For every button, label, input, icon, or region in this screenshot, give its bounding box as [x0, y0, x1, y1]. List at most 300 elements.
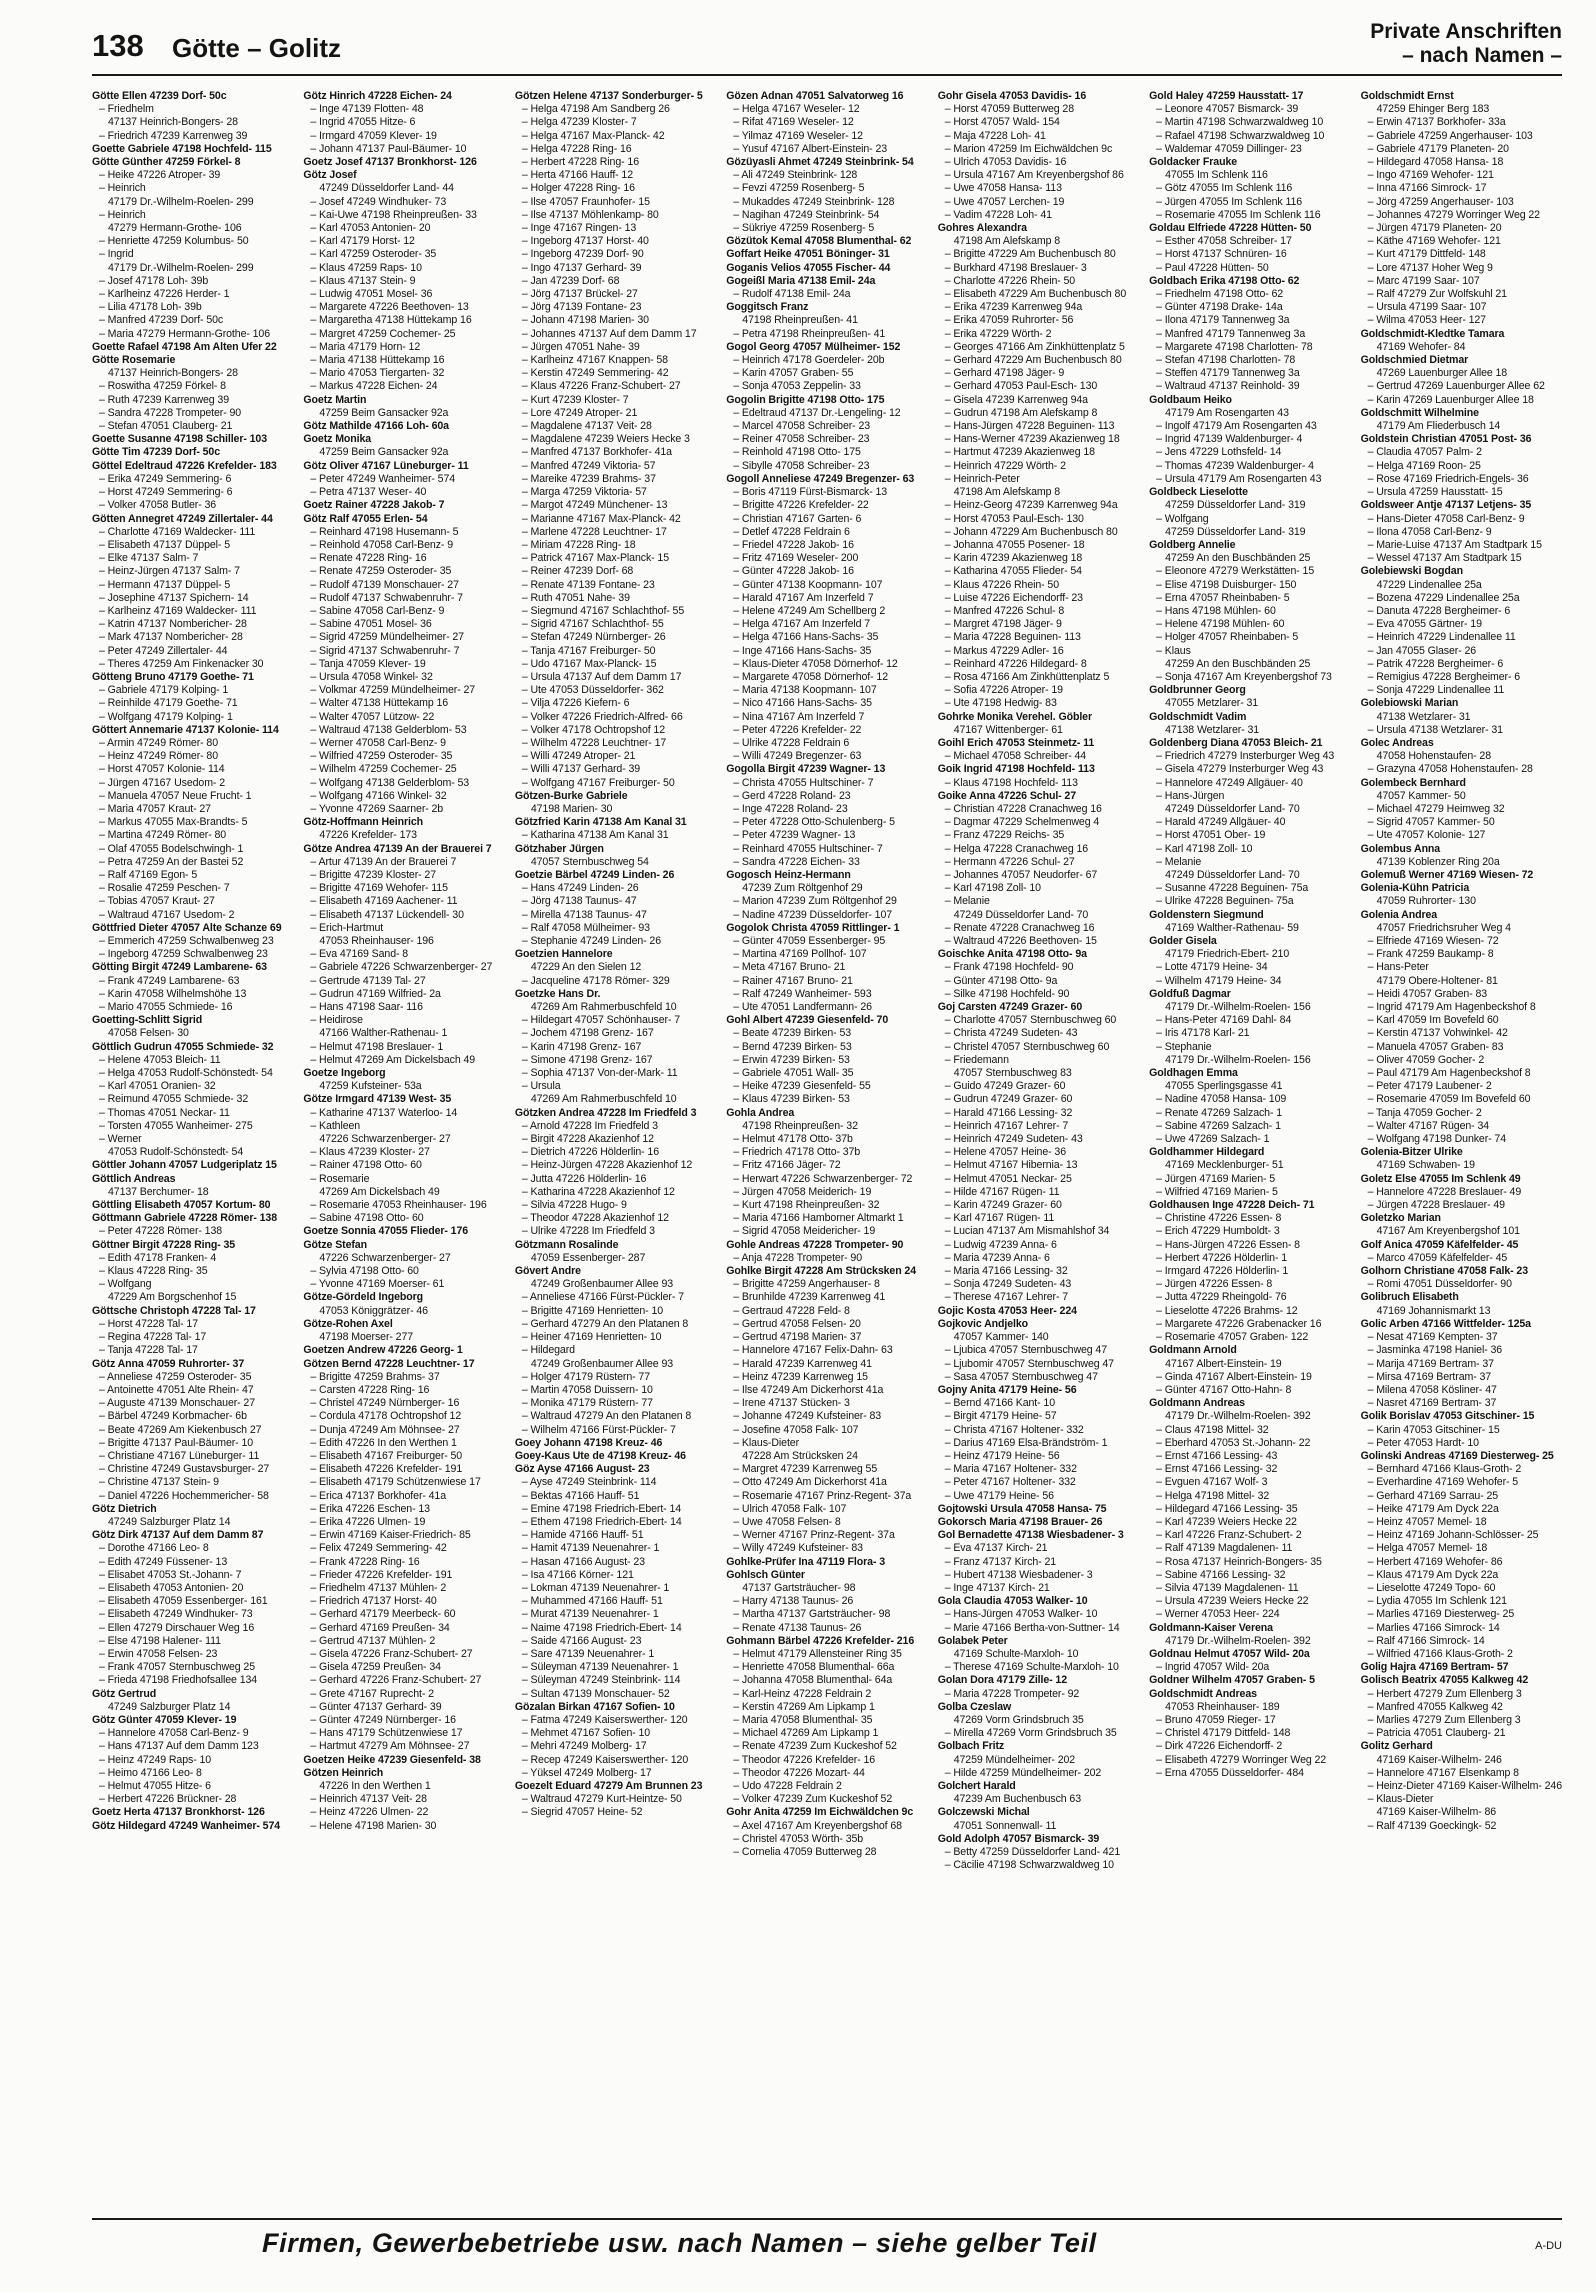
footer-note: Firmen, Gewerbebetriebe usw. nach Namen – siehe gelber Teil	[262, 2228, 1097, 2258]
directory-entry: – Rudolf 47139 Monschauer- 27	[310, 578, 459, 591]
directory-entry: – Friedrich 47239 Karrenweg 39	[99, 129, 248, 142]
directory-entry: – Jürgen 47226 Essen- 8	[1156, 1278, 1273, 1291]
directory-entry: Götzhaber Jürgen	[514, 842, 604, 855]
directory-entry: – Therese 47167 Lehrer- 7	[944, 1291, 1069, 1304]
directory-entry: – Margret 47239 Karrenweg 55	[733, 1463, 878, 1476]
directory-entry: – Mehri 47249 Molberg- 17	[521, 1740, 647, 1753]
directory-entry: – Yvonne 47169 Moerser- 61	[310, 1278, 445, 1291]
directory-entry: – Frank 47057 Sternbuschweg 25	[99, 1661, 256, 1674]
directory-entry: – Peter 47226 Krefelder- 22	[733, 723, 862, 736]
directory-entry: – Christa 47167 Holtener- 332	[944, 1423, 1084, 1436]
directory-entry: – Jörg 47138 Taunus- 47	[521, 895, 637, 908]
directory-entry: – Peter 47228 Otto-Schulenberg- 5	[733, 816, 895, 829]
directory-entry: 47226 Schwarzenberger- 27	[319, 1133, 451, 1146]
directory-entry: – Beate 47239 Birken- 53	[733, 1027, 852, 1040]
directory-entry: – Karin 47058 Wilhelmshöhe 13	[99, 987, 247, 1000]
directory-entry: 47239 Am Buchenbusch 63	[953, 1793, 1081, 1806]
directory-entry: – Harald 47166 Lessing- 32	[944, 1106, 1073, 1119]
directory-entry: – Armin 47249 Römer- 80	[99, 736, 219, 749]
directory-entry: – Helga 47053 Rudolf-Schönstedt- 54	[99, 1067, 273, 1080]
directory-entry: – Gertrud 47058 Felsen- 20	[733, 1317, 861, 1330]
directory-entry: – Martha 47137 Gartsträucher- 98	[733, 1608, 891, 1621]
directory-entry: – Stephanie	[1156, 1040, 1212, 1053]
directory-entry: Goldsweer Antje 47137 Letjens- 35	[1360, 499, 1532, 512]
directory-entry: – Karlheinz 47167 Knappen- 58	[521, 354, 668, 367]
directory-entry: – Silke 47198 Hochfeld- 90	[944, 987, 1070, 1000]
directory-entry: – Erna 47055 Düsseldorfer- 484	[1156, 1766, 1304, 1779]
directory-entry: – Karl 47167 Rügen- 11	[944, 1212, 1055, 1225]
directory-entry: 47259 Düsseldorfer Land- 319	[1165, 499, 1306, 512]
directory-entry: 47169 Mecklenburger- 51	[1165, 1159, 1284, 1172]
directory-entry: – Christine 47226 Essen- 8	[1156, 1212, 1282, 1225]
directory-entry: – Wolfgang	[1156, 512, 1209, 525]
directory-entry: – Maria 47239 Anna- 6	[944, 1251, 1050, 1264]
directory-entry: – Jens 47229 Lothsfeld- 14	[1156, 446, 1282, 459]
directory-entry: – Renate 47228 Ring- 16	[310, 552, 427, 565]
directory-entry: – Renate 47139 Fontane- 23	[521, 578, 655, 591]
directory-entry: – Gerhard 47198 Jäger- 9	[944, 367, 1065, 380]
directory-entry: – Marlies 47279 Zum Ellenberg 3	[1367, 1713, 1521, 1726]
directory-entry: – Ludwig 47239 Anna- 6	[944, 1238, 1057, 1251]
directory-entry: – Hans 47137 Auf dem Damm 123	[99, 1740, 259, 1753]
directory-entry: – Josefine 47058 Falk- 107	[733, 1423, 859, 1436]
directory-entry: – Helene 47053 Bleich- 11	[99, 1053, 221, 1066]
directory-entry: – Hildegard 47058 Hansa- 18	[1367, 156, 1504, 169]
directory-entry: Götz Hinrich 47228 Eichen- 24	[303, 90, 452, 102]
directory-entry: – Ilse 47137 Möhlenkamp- 80	[521, 208, 659, 221]
directory-entry: – Heinz 47249 Raps- 10	[99, 1753, 212, 1766]
directory-entry: – Helga 47228 Ring- 16	[521, 142, 632, 155]
directory-entry: Golisch Beatrix 47055 Kalkweg 42	[1360, 1674, 1529, 1687]
directory-entry: 47179 Obere-Holtener- 81	[1376, 974, 1498, 987]
directory-entry: Golebiowski Marian	[1360, 697, 1459, 710]
directory-entry: – Manfred 47239 Dorf- 50c	[99, 314, 224, 327]
directory-entry: – Klaus-Dieter	[733, 1436, 800, 1449]
directory-entry: – Hannelore 47249 Allgäuer- 40	[1156, 776, 1303, 789]
directory-entry: – Kathleen	[310, 1119, 361, 1132]
directory-entry: – Charlotte 47226 Rhein- 50	[944, 274, 1076, 287]
directory-entry: – Manfred 47179 Tannenweg 3a	[1156, 327, 1306, 340]
directory-entry: – Katharina 47138 Am Kanal 31	[521, 829, 669, 842]
directory-entry: – Herbert 47226 Brückner- 28	[99, 1793, 237, 1806]
directory-entry: – Johanne 47249 Kufsteiner- 83	[733, 1410, 882, 1423]
directory-entry: 47137 Heinrich-Bongers- 28	[108, 367, 238, 380]
directory-entry: – Heinrich 47229 Lindenallee 11	[1367, 631, 1516, 644]
directory-entry: – Ursula 47138 Wetzlarer- 31	[1367, 723, 1503, 736]
directory-entry: Golibruch Elisabeth	[1360, 1291, 1459, 1304]
directory-entry: 47057 Friedrichsruher Weg 4	[1376, 921, 1511, 934]
directory-entry: – Friedrich 47178 Otto- 37b	[733, 1146, 861, 1159]
directory-entry: Götte Ellen 47239 Dorf- 50c	[92, 90, 227, 102]
directory-entry: – Naime 47198 Friedrich-Ebert- 14	[521, 1621, 682, 1634]
directory-entry: 47138 Wetzlarer- 31	[1165, 723, 1260, 736]
directory-entry: – Ralf 47058 Mülheimer- 93	[521, 921, 650, 934]
directory-entry: – Magdalene 47239 Weiers Hecke 3	[521, 433, 690, 446]
directory-entry: – Patrick 47167 Max-Planck- 15	[521, 552, 669, 565]
directory-entry: – Mukaddes 47249 Steinbrink- 128	[733, 195, 895, 208]
directory-entry: – Ralf 47249 Wanheimer- 593	[733, 987, 872, 1000]
directory-entry: – Claudia 47057 Palm- 2	[1367, 446, 1482, 459]
directory-entry: – Manfred 47055 Kalkweg 42	[1367, 1700, 1503, 1713]
directory-entry: – Rafael 47198 Schwarzwaldweg 10	[1156, 129, 1325, 142]
directory-entry: – Reinhard 47226 Hildegard- 8	[944, 657, 1087, 670]
directory-entry: Göttner Birgit 47228 Ring- 35	[92, 1238, 236, 1251]
directory-entry: – Burkhard 47198 Breslauer- 3	[944, 261, 1087, 274]
directory-entry: Golder Gisela	[1149, 935, 1217, 947]
directory-entry: – Henriette 47058 Blumenthal- 66a	[733, 1661, 895, 1674]
directory-entry: – Christa 47055 Hultschiner- 7	[733, 776, 874, 789]
directory-entry: 47269 Vorm Grindsbruch 35	[953, 1713, 1084, 1726]
directory-entry: – Bozena 47229 Lindenallee 25a	[1367, 591, 1520, 604]
directory-entry: – Sultan 47139 Monschauer- 52	[521, 1687, 670, 1700]
directory-entry: 47137 Heinrich-Bongers- 28	[108, 116, 238, 129]
directory-entry: – Mark 47137 Nombericher- 28	[99, 631, 243, 644]
directory-entry: Götz Josef	[303, 169, 357, 182]
directory-entry: – Stephanie 47249 Linden- 26	[521, 935, 662, 947]
directory-entry: – Elisabeth 47053 Antonien- 20	[99, 1581, 244, 1594]
directory-entry: – Karin 47057 Graben- 55	[733, 367, 854, 380]
directory-entry: – Mirella 47269 Vorm Grindsbruch 35	[944, 1727, 1117, 1740]
directory-entry: – Reinhard 47055 Hultschiner- 7	[733, 842, 883, 855]
directory-entry: – Gisela 47259 Preußen- 34	[310, 1661, 441, 1674]
directory-entry: Goldhammer Hildegard	[1149, 1146, 1265, 1159]
directory-entry: Gohmann Bärbel 47226 Krefelder- 216	[726, 1634, 915, 1647]
directory-entry: – Wolfgang 47179 Kolping- 1	[99, 710, 233, 723]
directory-entry: – Gertrud 47137 Mühlen- 2	[310, 1634, 436, 1647]
directory-entry: Goldschmidt Ernst	[1360, 90, 1454, 102]
directory-entry: – Maria 47179 Horn- 12	[310, 340, 421, 353]
directory-entry: – Ulrich 47053 Davidis- 16	[944, 156, 1067, 169]
directory-entry: – Katrin 47137 Nombericher- 28	[99, 618, 247, 631]
directory-entry: Gohres Alexandra	[937, 222, 1027, 235]
directory-entry: Goetzien Hannelore	[514, 948, 613, 961]
directory-entry: – Heinrich 47167 Lehrer- 7	[944, 1119, 1069, 1132]
directory-entry: – Sasa 47057 Sternbuschweg 47	[944, 1370, 1098, 1383]
directory-entry: – Rose 47169 Friedrich-Engels- 36	[1367, 472, 1529, 485]
directory-entry: – Frieda 47198 Friedhofsallee 134	[99, 1674, 258, 1687]
directory-entry: – Frieder 47226 Krefelder- 191	[310, 1568, 453, 1581]
directory-entry: – Paul 47228 Hütten- 50	[1156, 261, 1269, 274]
directory-entry: – Nagihan 47249 Steinbrink- 54	[733, 208, 880, 221]
directory-entry: – Hildegard	[521, 1344, 575, 1357]
directory-entry: – Rudolf 47138 Emil- 24a	[733, 288, 851, 301]
directory-entry: – Gisela 47279 Insterburger Weg 43	[1156, 763, 1324, 776]
directory-entry: Goldbach Erika 47198 Otto- 62	[1149, 274, 1300, 287]
directory-entry: – Christian 47167 Garten- 6	[733, 512, 862, 525]
directory-entry: – Peter 47179 Laubener- 2	[1367, 1080, 1492, 1093]
directory-entry: 47179 Friedrich-Ebert- 210	[1165, 948, 1290, 961]
directory-entry: Goetzen Andrew 47226 Georg- 1	[303, 1344, 463, 1357]
directory-entry: Gogosch Heinz-Hermann	[726, 868, 851, 881]
directory-entry: – Götz 47055 Im Schlenk 116	[1156, 182, 1293, 195]
directory-entry: – Werner 47167 Prinz-Regent- 37a	[733, 1529, 895, 1542]
directory-entry: – Erwin 47137 Borkhofer- 33a	[1367, 116, 1506, 129]
directory-entry: – Lydia 47055 Im Schlenk 121	[1367, 1595, 1507, 1608]
directory-entry: – Lore 47137 Hoher Weg 9	[1367, 261, 1493, 274]
directory-entry: – Marianne 47167 Max-Planck- 42	[521, 512, 681, 525]
directory-entry: – Michael 47058 Schreiber- 44	[944, 750, 1087, 763]
directory-entry: – Markus 47055 Max-Brandts- 5	[99, 816, 248, 829]
directory-entry: – Stefan 47051 Clauberg- 21	[99, 420, 233, 433]
directory-entry: – Waltraud 47226 Beethoven- 15	[944, 935, 1097, 947]
directory-entry: – Johann 47137 Paul-Bäumer- 10	[310, 142, 467, 155]
directory-entry: – Milena 47058 Kösliner- 47	[1367, 1383, 1497, 1396]
directory-entry: – Isa 47166 Körner- 121	[521, 1568, 634, 1581]
directory-entry: Goldfuß Dagmar	[1149, 987, 1231, 1000]
directory-entry: 47226 In den Werthen 1	[319, 1780, 431, 1792]
directory-entry: – Christa 47249 Sudeten- 43	[944, 1027, 1078, 1040]
directory-entry: 47259 Mündelheimer- 202	[953, 1753, 1076, 1766]
directory-entry: Götze-Rohen Axel	[303, 1317, 393, 1330]
directory-entry: Golf Anica 47059 Käfelfelder- 45	[1360, 1238, 1519, 1251]
directory-entry: – Johanna 47058 Blumenthal- 64a	[733, 1674, 893, 1687]
directory-entry: Goldstein Christian 47051 Post- 36	[1360, 433, 1532, 446]
directory-entry: – Helmut 47269 Am Dickelsbach 49	[310, 1053, 476, 1066]
directory-entry: 47259 Beim Gansacker 92a	[319, 406, 449, 419]
directory-entry: – Christiane 47167 Lüneburger- 11	[99, 1449, 260, 1462]
directory-entry: – Elisabeth 47226 Krefelder- 191	[310, 1463, 463, 1476]
directory-entry: – Helga 47057 Memel- 18	[1367, 1542, 1488, 1555]
directory-entry: – Manfred 47249 Viktoria- 57	[521, 459, 656, 472]
directory-entry: – Leonore 47057 Bismarck- 39	[1156, 103, 1299, 116]
directory-entry: Göttlich Andreas	[92, 1172, 176, 1185]
directory-entry: – Klaus 47239 Birken- 53	[733, 1093, 850, 1106]
directory-entry: – Rosalie 47259 Peschen- 7	[99, 882, 230, 895]
directory-entry: – Friedrich 47137 Horst- 40	[310, 1595, 437, 1608]
directory-entry: – Eva 47055 Gärtner- 19	[1367, 618, 1482, 631]
directory-entry: – Hermann 47137 Düppel- 5	[99, 578, 231, 591]
directory-entry: Goetzie Bärbel 47249 Linden- 26	[514, 868, 675, 881]
directory-entry: – Elisabeth 47137 Düppel- 5	[99, 538, 230, 551]
directory-entry: – Felix 47249 Semmering- 42	[310, 1542, 447, 1555]
directory-entry: – Ute 47198 Hedwig- 83	[944, 697, 1057, 710]
directory-entry: Götz Gertrud	[92, 1687, 157, 1700]
directory-entry: – Luise 47226 Eichendorff- 23	[944, 591, 1083, 604]
directory-entry: – Thomas 47239 Waldenburger- 4	[1156, 459, 1314, 472]
directory-entry: – Hans-Jürgen 47226 Essen- 8	[1156, 1238, 1300, 1251]
directory-entry: – Maria 47166 Lessing- 32	[944, 1265, 1068, 1278]
directory-entry: – Horst 47057 Wald- 154	[944, 116, 1060, 129]
directory-entry: – Gabriele 47226 Schwarzenberger- 27	[310, 961, 493, 974]
directory-entry: 47179 Dr.-Wilhelm-Roelen- 299	[108, 195, 254, 208]
directory-entry: – Elisabeth 47059 Essenberger- 161	[99, 1595, 268, 1608]
directory-entry: 47169 Walther-Rathenau- 59	[1165, 921, 1299, 934]
directory-entry: – Bernhard 47166 Klaus-Groth- 2	[1367, 1463, 1522, 1476]
directory-entry: – Brigitte 47229 Am Buchenbusch 80	[944, 248, 1116, 261]
directory-entry: – Brigitte 47259 Angerhauser- 8	[733, 1278, 880, 1291]
directory-entry: Gojtowski Ursula 47058 Hansa- 75	[937, 1502, 1107, 1515]
directory-entry: – Günter 47137 Gerhard- 39	[310, 1700, 442, 1713]
directory-entry: – Erica 47137 Borkhofer- 41a	[310, 1489, 447, 1502]
directory-entry: – Eva 47169 Sand- 8	[310, 948, 409, 961]
directory-entry: – Wilhelm 47259 Cochemer- 25	[310, 763, 457, 776]
directory-entry: – Rosa 47166 Am Zinkhüttenplatz 5	[944, 670, 1110, 683]
directory-entry: – Volker 47226 Friedrich-Alfred- 66	[521, 710, 683, 723]
directory-entry: – Nasret 47169 Bertram- 37	[1367, 1397, 1497, 1410]
directory-entry: – Erna 47057 Rheinbaben- 5	[1156, 591, 1290, 604]
directory-entry: – Günter 47059 Essenberger- 95	[733, 935, 886, 947]
directory-entry: – Karl 47198 Zoll- 10	[944, 882, 1041, 895]
directory-entry: – Johannes 47057 Neudorfer- 67	[944, 868, 1098, 881]
directory-entry: – Hans 47179 Schützenwiese 17	[310, 1727, 463, 1740]
directory-entry: – Nesat 47169 Kempten- 37	[1367, 1331, 1498, 1344]
directory-entry: – Peter 47053 Hardt- 10	[1367, 1436, 1479, 1449]
directory-entry: – Ralf 47166 Simrock- 14	[1367, 1634, 1485, 1647]
directory-entry: 47058 Felsen- 30	[108, 1027, 189, 1040]
directory-entry: – Ilona 47179 Tannenweg 3a	[1156, 314, 1290, 327]
directory-entry: – Friedhelm 47198 Otto- 62	[1156, 288, 1284, 301]
directory-entry: 47198 Am Alefskamp 8	[953, 235, 1061, 248]
directory-entry: – Bektas 47166 Hauff- 51	[521, 1489, 640, 1502]
directory-entry: – Miriam 47228 Ring- 18	[521, 538, 636, 551]
directory-entry: – Arnold 47228 Im Friedfeld 3	[521, 1119, 658, 1132]
directory-entry: – Günter 47167 Otto-Hahn- 8	[1156, 1383, 1292, 1396]
directory-entry: – Lieselotte 47249 Topo- 60	[1367, 1581, 1496, 1594]
directory-entry: Götz Dietrich	[92, 1502, 157, 1515]
directory-entry: – Emmerich 47259 Schwalbenweg 23	[99, 935, 274, 947]
directory-entry: – Remigius 47228 Bergheimer- 6	[1367, 670, 1521, 683]
directory-entry: – Hans-Dieter 47058 Carl-Benz- 9	[1367, 512, 1525, 525]
directory-entry: – Elisabeth 47279 Worringer Weg 22	[1156, 1753, 1327, 1766]
directory-entry: Golitz Gerhard	[1360, 1740, 1433, 1753]
directory-entry: – Hans 47249 Linden- 26	[521, 882, 639, 895]
directory-entry: – Renate 47259 Osteroder- 35	[310, 565, 452, 578]
directory-entry: – Willi 47249 Atroper- 21	[521, 750, 636, 763]
directory-entry: – Walter 47057 Lützow- 22	[310, 710, 435, 723]
directory-entry: – Christine 47249 Gustavsburger- 27	[99, 1463, 270, 1476]
directory-column	[726, 90, 927, 2178]
directory-entry: – Ursula 47239 Weiers Hecke 22	[1156, 1595, 1309, 1608]
directory-entry: – Marlies 47166 Simrock- 14	[1367, 1621, 1500, 1634]
directory-entry: – Simone 47198 Grenz- 167	[521, 1053, 653, 1066]
directory-entry: – Maria 47228 Beguinen- 113	[944, 631, 1081, 644]
directory-entry: 47249 Salzburger Platz 14	[108, 1515, 231, 1528]
directory-entry: – Karlheinz 47226 Herder- 1	[99, 288, 230, 301]
directory-entry: – Lotte 47179 Heine- 34	[1156, 961, 1268, 974]
directory-entry: – Helga 47169 Roon- 25	[1367, 459, 1481, 472]
directory-entry: Goetz Martin	[303, 393, 367, 406]
page-header	[92, 20, 1562, 76]
directory-entry: – Sabine 47198 Otto- 60	[310, 1212, 424, 1225]
directory-entry: – Helga 47198 Am Sandberg 26	[521, 103, 670, 116]
directory-entry: Goldschmidt Vadim	[1149, 710, 1247, 723]
directory-entry: Goette Rafael 47198 Am Alten Ufer 22	[92, 340, 277, 353]
directory-column	[92, 90, 293, 2178]
directory-entry: – Heinz-Dieter 47169 Kaiser-Wilhelm- 246	[1367, 1780, 1562, 1792]
directory-entry: 47055 Sperlingsgasse 41	[1165, 1080, 1283, 1093]
directory-entry: – Guido 47249 Grazer- 60	[944, 1080, 1066, 1093]
directory-entry: Götte Tim 47239 Dorf- 50c	[92, 446, 221, 459]
directory-entry: – Frank 47249 Lambarene- 63	[99, 974, 240, 987]
directory-entry: 47179 Dr.-Wilhelm-Roelen- 156	[1165, 1001, 1311, 1014]
directory-entry: Goetze Sonnia 47055 Flieder- 176	[303, 1225, 469, 1238]
directory-entry: – Tanja 47059 Gocher- 2	[1367, 1106, 1482, 1119]
directory-entry: – Horst 47249 Semmering- 6	[99, 486, 233, 499]
directory-entry: – Carsten 47228 Ring- 16	[310, 1383, 430, 1396]
directory-entry: 47053 Königgrätzer- 46	[319, 1304, 428, 1317]
directory-entry: – Erwin 47239 Birken- 53	[733, 1053, 850, 1066]
directory-entry: – Karl 47059 Im Bovefeld 60	[1367, 1014, 1499, 1027]
directory-entry: Goezelt Eduard 47279 Am Brunnen 23	[514, 1780, 703, 1792]
directory-entry: – Inge 47167 Ringen- 13	[521, 222, 637, 235]
directory-entry: – Ingrid 47179 Am Hagenbeckshof 8	[1367, 1001, 1536, 1014]
directory-entry: – Volkmar 47259 Mündelheimer- 27	[310, 684, 476, 697]
directory-entry: – Udo 47167 Max-Planck- 15	[521, 657, 657, 670]
directory-entry: 47269 Lauenburger Allee 18	[1376, 367, 1508, 380]
directory-entry: 47249 Salzburger Platz 14	[108, 1700, 231, 1713]
directory-entry: – Ursula	[521, 1080, 561, 1093]
directory-entry: – Charlotte 47057 Sternbuschweg 60	[944, 1014, 1117, 1027]
directory-entry: – Theodor 47226 Krefelder- 16	[733, 1753, 876, 1766]
directory-entry: – Jürgen 47228 Breslauer- 49	[1367, 1199, 1505, 1212]
directory-entry: 47249 Großenbaumer Allee 93	[530, 1357, 674, 1370]
directory-entry: – Margret 47259 Cochemer- 25	[310, 327, 456, 340]
directory-entry: – Ralf 47279 Zur Wolfskuhl 21	[1367, 288, 1507, 301]
directory-entry: Götz Oliver 47167 Lüneburger- 11	[303, 459, 469, 472]
directory-entry: Goetz Josef 47137 Bronkhorst- 126	[303, 156, 477, 169]
directory-entry: – Heike 47226 Atroper- 39	[99, 169, 221, 182]
directory-entry: – Christel 47057 Sternbuschweg 60	[944, 1040, 1110, 1053]
directory-entry: – Jürgen 47179 Planeten- 20	[1367, 222, 1502, 235]
directory-entry: Golemuß Werner 47169 Wiesen- 72	[1360, 868, 1534, 881]
directory-entry: – Brigitte 47137 Paul-Bäumer- 10	[99, 1436, 254, 1449]
directory-entry: 47053 Rheinhauser- 189	[1165, 1700, 1280, 1713]
directory-entry: – Sofia 47226 Atroper- 19	[944, 684, 1063, 697]
directory-entry: – Ethem 47198 Friedrich-Ebert- 14	[521, 1515, 682, 1528]
directory-entry: – Holger 47228 Ring- 16	[521, 182, 635, 195]
directory-entry: – Theres 47259 Am Finkenacker 30	[99, 657, 264, 670]
directory-entry: – Jan 47239 Dorf- 68	[521, 274, 620, 287]
directory-entry: 47137 Berchumer- 18	[108, 1185, 209, 1198]
directory-entry: – Petra 47137 Weser- 40	[310, 486, 427, 499]
directory-entry: – Gudrun 47169 Wilfried- 2a	[310, 987, 441, 1000]
directory-entry: Goffart Heike 47051 Böninger- 31	[726, 248, 890, 261]
directory-entry: – Irene 47137 Stücken- 3	[733, 1397, 850, 1410]
directory-entry: – Sophia 47137 Von-der-Mark- 11	[521, 1067, 678, 1080]
directory-entry: 47051 Sonnenwall- 11	[953, 1819, 1057, 1832]
directory-entry: – Lilia 47178 Loh- 39b	[99, 301, 202, 314]
directory-entry: Goldberg Annelie	[1149, 538, 1236, 551]
directory-entry: – Georges 47166 Am Zinkhüttenplatz 5	[944, 340, 1125, 353]
directory-entry: – Gudrun 47198 Am Alefskamp 8	[944, 406, 1098, 419]
directory-entry: – Elisabeth 47229 Am Buchenbusch 80	[944, 288, 1127, 301]
directory-entry: – Hans-Jürgen 47053 Walker- 10	[944, 1608, 1098, 1621]
directory-entry: Gözütok Kemal 47058 Blumenthal- 62	[726, 235, 912, 248]
directory-entry: – Werner	[99, 1133, 142, 1146]
directory-entry: – Mirsa 47169 Bertram- 37	[1367, 1370, 1492, 1383]
directory-entry: – Melanie	[1156, 855, 1202, 868]
directory-entry: Golhorn Christiane 47058 Falk- 23	[1360, 1265, 1528, 1278]
directory-entry: – Helmut 47198 Breslauer- 1	[310, 1040, 444, 1053]
directory-entry: Gogeißl Maria 47138 Emil- 24a	[726, 274, 876, 287]
directory-entry: Götzmann Rosalinde	[514, 1238, 619, 1251]
directory-entry: – Sandra 47228 Eichen- 33	[733, 855, 860, 868]
directory-entry: – Mario 47055 Schmiede- 16	[99, 1001, 233, 1014]
page-title: Götte – Golitz	[172, 33, 341, 63]
directory-entry: – Fritz 47169 Weseler- 200	[733, 552, 859, 565]
directory-entry: – Herwart 47226 Schwarzenberger- 72	[733, 1172, 913, 1185]
directory-entry: – Ute 47057 Kolonie- 127	[1367, 829, 1486, 842]
directory-entry: – Sibylle 47058 Schreiber- 23	[733, 459, 870, 472]
directory-entry: – Frank 47198 Hochfeld- 90	[944, 961, 1074, 974]
directory-entry: – Karin 47053 Gitschiner- 15	[1367, 1423, 1500, 1436]
directory-entry: – Uwe 47057 Lerchen- 19	[944, 195, 1065, 208]
directory-entry: Goldschmidt-Kledtke Tamara	[1360, 327, 1505, 340]
directory-entry: – Hans-Peter	[1367, 961, 1429, 974]
directory-entry: – Werner 47058 Carl-Benz- 9	[310, 736, 446, 749]
directory-entry: Goletzko Marian	[1360, 1212, 1441, 1225]
directory-entry: – Friedhelm	[99, 103, 154, 116]
